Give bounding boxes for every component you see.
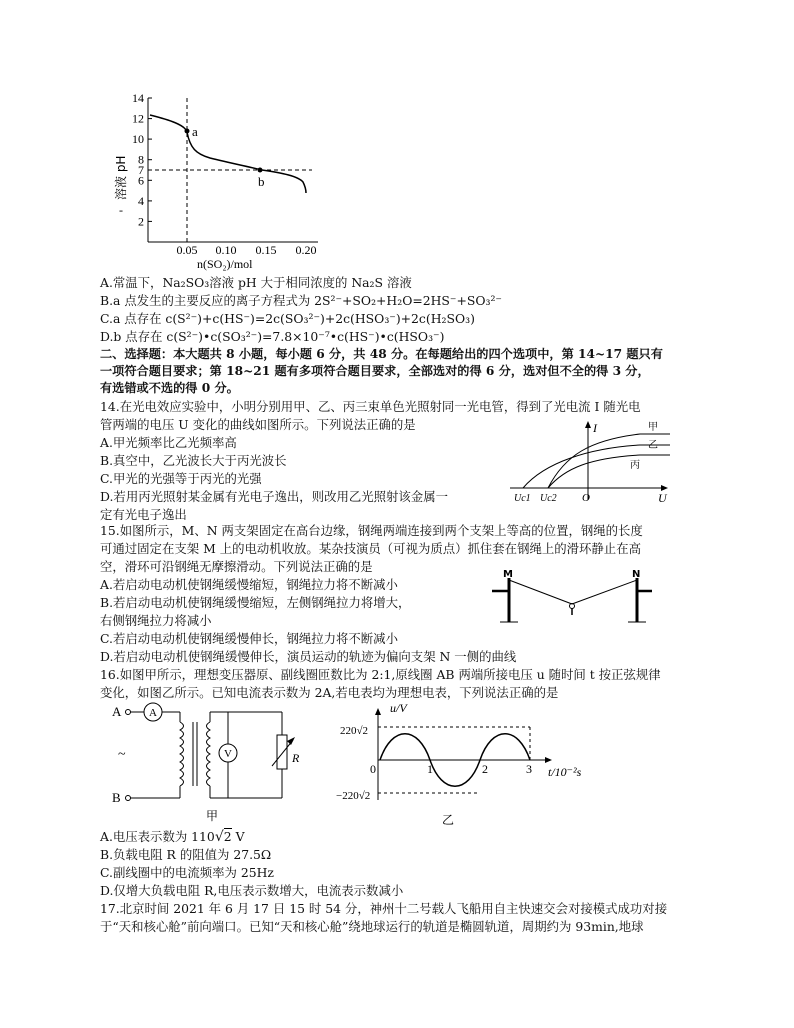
- y-tick-label: 2: [138, 214, 144, 229]
- chem-option-a: A.常温下，Na₂SO₃溶液 pH 大于相同浓度的 Na₂S 溶液: [100, 275, 412, 290]
- u-axis-label: U: [658, 491, 667, 505]
- q14-option-d: D.若用丙光照射某金属有光电子逸出，则改用乙光照射该金属一: [100, 489, 448, 504]
- q14-option-b: B.真空中，乙光波长大于丙光波长: [100, 453, 287, 468]
- t-axis-label: t/10⁻²s: [548, 765, 582, 779]
- q15-option-b-cont: 右侧钢绳拉力将减小: [100, 613, 212, 628]
- q16-option-c: C.副线圈中的电流频率为 25Hz: [100, 865, 274, 880]
- point-b-marker: [258, 168, 263, 173]
- chem-option-d: D.b 点存在 c(S²⁻)•c(SO₃²⁻)=7.8×10⁻⁷•c(HS⁻)•c(HSO₃⁻): [100, 329, 445, 344]
- q15-option-a: A.若启动电动机使钢绳缓慢缩短，钢绳拉力将不断减小: [100, 577, 398, 592]
- label-n: N: [632, 569, 641, 580]
- q14-option-c: C.甲光的光强等于丙光的光强: [100, 471, 262, 486]
- point-a-label: a: [192, 124, 198, 139]
- rope-figure: [485, 568, 670, 628]
- i-axis-arrow: [585, 421, 591, 428]
- y-axis-label: 溶液 pH: [114, 155, 128, 200]
- q15-option-c: C.若启动电动机使钢绳缓慢伸长，钢绳拉力将不断减小: [100, 631, 398, 646]
- t-tick-label: 0: [370, 762, 376, 776]
- q14-stem-2: 管两端的电压 U 变化的曲线如图所示。下列说法正确的是: [100, 417, 416, 432]
- fig-yi-label: 乙: [442, 813, 455, 827]
- photoelectric-figure: [505, 412, 680, 505]
- x-tick-label: 0.20: [295, 243, 317, 257]
- y-tick-label: 14: [132, 91, 144, 105]
- curve-yi: [523, 445, 670, 488]
- q16-option-a-prefix: A.电压表示数为 110: [100, 829, 215, 844]
- y-tick-label: 10: [132, 132, 144, 147]
- rope-left: [509, 580, 572, 604]
- q14-stem-1: 14.在光电效应实验中，小明分别用甲、乙、丙三束单色光照射同一光电管，得到了光电流 I 随光电: [100, 399, 641, 414]
- terminal-a: [126, 710, 131, 715]
- q16-stem-2: 变化，如图乙所示。已知电流表示数为 2A,若电表均为理想电表，下列说法正确的是: [100, 685, 559, 700]
- ph-curve: [150, 115, 306, 193]
- voltmeter-label: V: [224, 748, 232, 760]
- y-tick-label: 8: [138, 152, 144, 167]
- point-a-marker: [185, 129, 190, 134]
- x-axis-label: n(SO₂)/mol: [197, 257, 253, 271]
- q17-stem-1: 17.北京时间 2021 年 6 月 17 日 15 时 54 分，神州十二号载人飞船用自主快速交会对接模式成功对接: [100, 901, 668, 916]
- chem-option-c: C.a 点存在 c(S²⁻)+c(HS⁻)=2c(SO₃²⁻)+2c(HSO₃⁻)+2c(H₂SO₃): [100, 311, 475, 326]
- transformer-circuit: [108, 700, 318, 825]
- load-resistor: [277, 735, 287, 769]
- section2-line2: 一项符合题目要求；第 18~21 题有多项符合题目要求，全部选对的得 6 分，选对但不全的得 3 分，: [100, 364, 650, 378]
- q16-stem-1: 16.如图甲所示，理想变压器原、副线圈匝数比为 2:1,原线圈 AB 两端所接电压 u 随时间 t 按正弦规律: [100, 667, 661, 682]
- label-jia: 甲: [648, 422, 658, 433]
- y-tick-label: 12: [132, 111, 144, 126]
- section2-line3: 有选错或不选的得 0 分。: [100, 381, 239, 395]
- ammeter-label: A: [149, 707, 157, 719]
- y-axis-dash: -: [119, 203, 123, 217]
- y-tick-label: 4: [138, 193, 144, 208]
- q15-stem-1: 15.如图所示，M、N 两支架固定在高台边缘，钢绳两端连接到两个支架上等高的位置，钢绳的长度: [100, 523, 643, 538]
- terminal-b: [126, 796, 131, 801]
- fig-jia-label: 甲: [206, 809, 219, 823]
- point-b-label: b: [258, 174, 265, 189]
- uc2-label: Uc2: [540, 493, 557, 504]
- ph-chart: [95, 85, 335, 275]
- trough-label: −220√2: [336, 790, 371, 802]
- q15-stem-2: 可通过固定在支架 M 上的电动机收放。某杂技演员（可视为质点）抓住套在钢绳上的滑环静止在高: [100, 541, 641, 556]
- q15-stem-3: 空，滑环可沿钢绳无摩擦滑动。下列说法正确的是: [100, 559, 373, 574]
- i-axis-label: I: [593, 421, 597, 435]
- secondary-coil: [207, 722, 211, 786]
- x-tick-label: 0.10: [215, 243, 237, 257]
- y-tick-marks: [148, 98, 152, 221]
- origin-label: O: [582, 492, 590, 504]
- q16-option-a-unit: V: [231, 829, 245, 844]
- slide-ring: [570, 604, 575, 609]
- q17-stem-2: 于“天和核心舱”前向端口。已知“天和核心舱”绕地球运行的轨道是椭圆轨道，周期约为 93min,地球: [100, 919, 644, 934]
- uc1-label: Uc1: [514, 493, 531, 504]
- primary-coil: [180, 722, 184, 786]
- chem-option-b: B.a 点发生的主要反应的离子方程式为 2S²⁻+SO₂+H₂O=2HS⁻+SO₃²⁻: [100, 293, 502, 308]
- y-tick-label: 6: [138, 173, 144, 188]
- terminal-a-label: A: [112, 704, 122, 719]
- section2-line1: 二、选择题：本大题共 8 小题，每小题 6 分，共 48 分。在每题给出的四个选项中，第 14~17 题只有: [100, 347, 663, 361]
- x-tick-label: 0.15: [255, 243, 277, 257]
- label-m: M: [503, 569, 513, 580]
- resistor-label: R: [292, 751, 300, 765]
- t-tick-label: 3: [526, 762, 532, 776]
- y-tick-label: 7: [138, 163, 144, 177]
- label-yi: 乙: [648, 440, 658, 451]
- label-bing: 丙: [630, 460, 640, 471]
- q16-option-d: D.仅增大负载电阻 R,电压表示数增大，电流表示数减小: [100, 883, 404, 898]
- q16-option-a: [100, 828, 245, 846]
- ac-source-symbol: ~: [118, 747, 126, 762]
- q15-option-d: D.若启动电动机使钢绳缓慢伸长，演员运动的轨迹为偏向支架 N 一侧的曲线: [100, 649, 517, 664]
- t-tick-label: 1: [427, 762, 433, 776]
- sqrt-sign: √: [214, 829, 224, 845]
- peak-label: 220√2: [340, 725, 369, 737]
- rope-right: [572, 580, 637, 604]
- q16-option-a-root: 2: [223, 829, 232, 844]
- x-tick-label: 0.05: [176, 243, 198, 257]
- u-axis-label: u/V: [390, 701, 407, 715]
- q14-option-a: A.甲光频率比乙光频率高: [100, 435, 237, 450]
- q15-option-b: B.若启动电动机使钢绳缓慢缩短，左侧钢绳拉力将增大，: [100, 595, 411, 610]
- t-tick-label: 2: [482, 762, 488, 776]
- q14-option-d-cont: 定有光电子逸出: [100, 507, 187, 522]
- q16-option-b: B.负载电阻 R 的阻值为 27.5Ω: [100, 847, 272, 862]
- voltage-sine-chart: [335, 695, 605, 830]
- terminal-b-label: B: [112, 790, 121, 805]
